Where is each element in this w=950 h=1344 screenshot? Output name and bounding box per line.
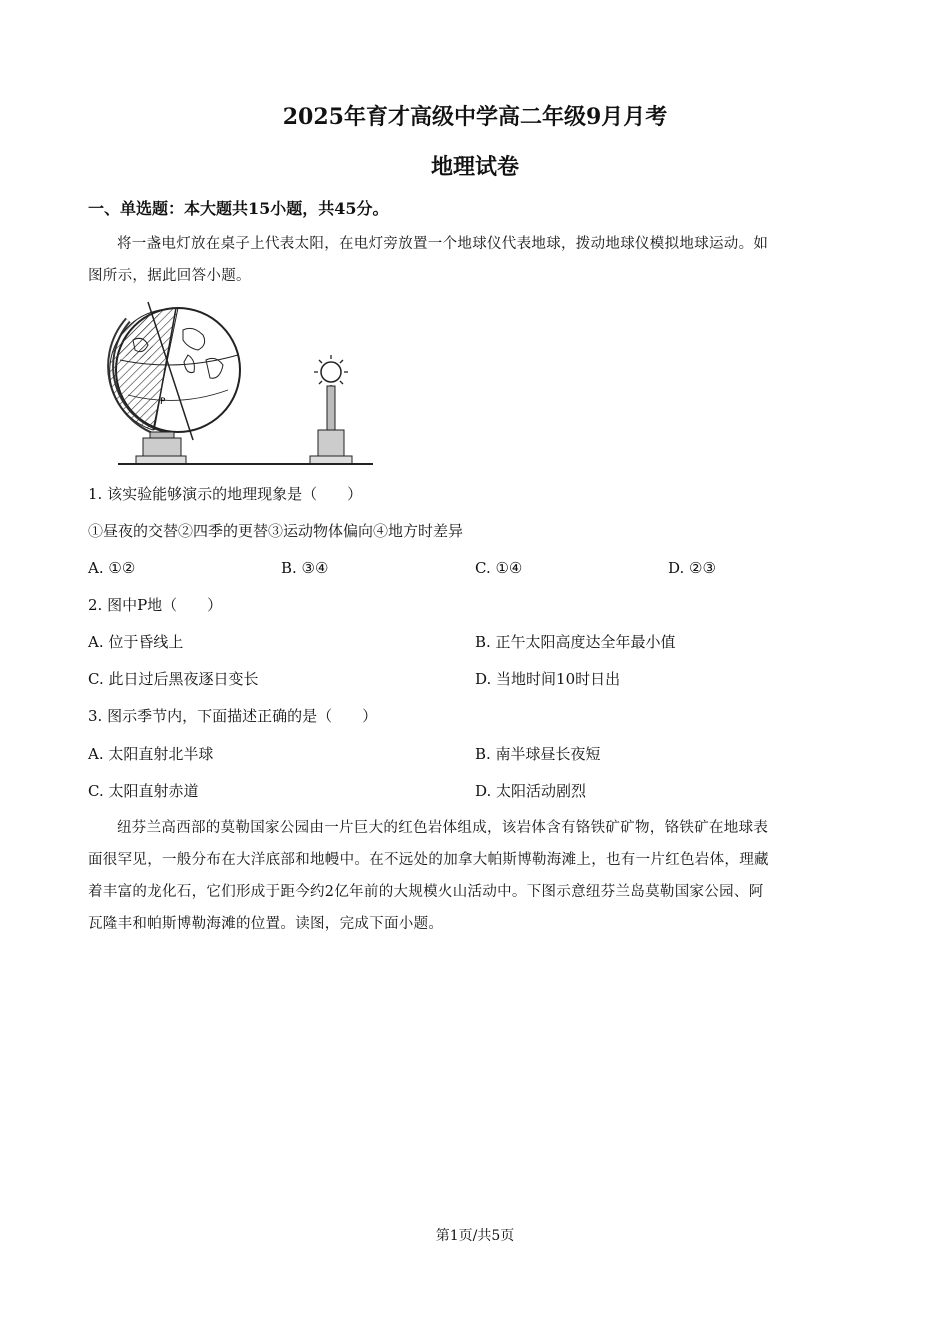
intro-line: 面很罕见，一般分布在大洋底部和地幔中。在不远处的加拿大帕斯博勒海滩上，也有一片红色岩体，理藏 <box>88 852 769 868</box>
p-point-label: P <box>160 397 166 407</box>
intro-paragraph-2 <box>88 812 860 940</box>
question-1-substem: ①昼夜的交替②四季的更替③运动物体偏向④地方时差异 <box>88 522 464 540</box>
page-footer: 第1页/共5页 <box>435 1228 515 1244</box>
question-2-option-a: A. 位于昏线上 <box>88 633 184 651</box>
question-2-option-c: C. 此日过后黑夜逐日变长 <box>88 670 259 688</box>
question-1-option-c: C. ①④ <box>475 559 523 577</box>
question-1-option-d: D. ②③ <box>668 559 716 577</box>
question-1-option-b: B. ③④ <box>281 559 329 577</box>
section-heading: 一、单选题：本大题共15小题，共45分。 <box>88 199 389 218</box>
exam-subtitle: 地理试卷 <box>430 154 519 180</box>
intro-line: 瓦隆丰和帕斯博勒海滩的位置。读图，完成下面小题。 <box>88 916 444 932</box>
question-2-option-b: B. 正午太阳高度达全年最小值 <box>475 633 676 651</box>
question-1-stem: 1. 该实验能够演示的地理现象是（ ） <box>88 485 363 503</box>
question-2-stem: 2. 图中P地（ ） <box>88 596 223 614</box>
question-3-option-c: C. 太阳直射赤道 <box>88 782 199 800</box>
question-3-option-d: D. 太阳活动剧烈 <box>475 782 587 800</box>
question-3-option-a: A. 太阳直射北半球 <box>88 745 214 763</box>
intro-line: 着丰富的龙化石，它们形成于距今约2亿年前的大规模火山活动中。下图示意纽芬兰岛莫勒国家公园、阿 <box>88 884 764 900</box>
exam-title: 2025年育才高级中学高二年级9月月考 <box>282 104 668 130</box>
lamp-post <box>327 386 335 430</box>
question-2-option-d: D. 当地时间10时日出 <box>475 670 621 688</box>
globe-lamp-figure <box>88 300 388 470</box>
intro-paragraph-1 <box>88 228 860 292</box>
sun-icon <box>314 355 348 389</box>
intro-line: 将一盏电灯放在桌子上代表太阳，在电灯旁放置一个地球仪代表地球，拨动地球仪模拟地球运动。如 <box>117 236 769 252</box>
question-1-option-a: A. ①② <box>88 559 136 577</box>
intro-line: 图所示，据此回答小题。 <box>88 268 251 284</box>
intro-line: 纽芬兰高西部的莫勒国家公园由一片巨大的红色岩体组成，该岩体含有铬铁矿矿物，铬铁矿在地球表 <box>117 820 769 836</box>
question-3-stem: 3. 图示季节内，下面描述正确的是（ ） <box>88 707 378 725</box>
question-3-option-b: B. 南半球昼长夜短 <box>475 745 601 763</box>
